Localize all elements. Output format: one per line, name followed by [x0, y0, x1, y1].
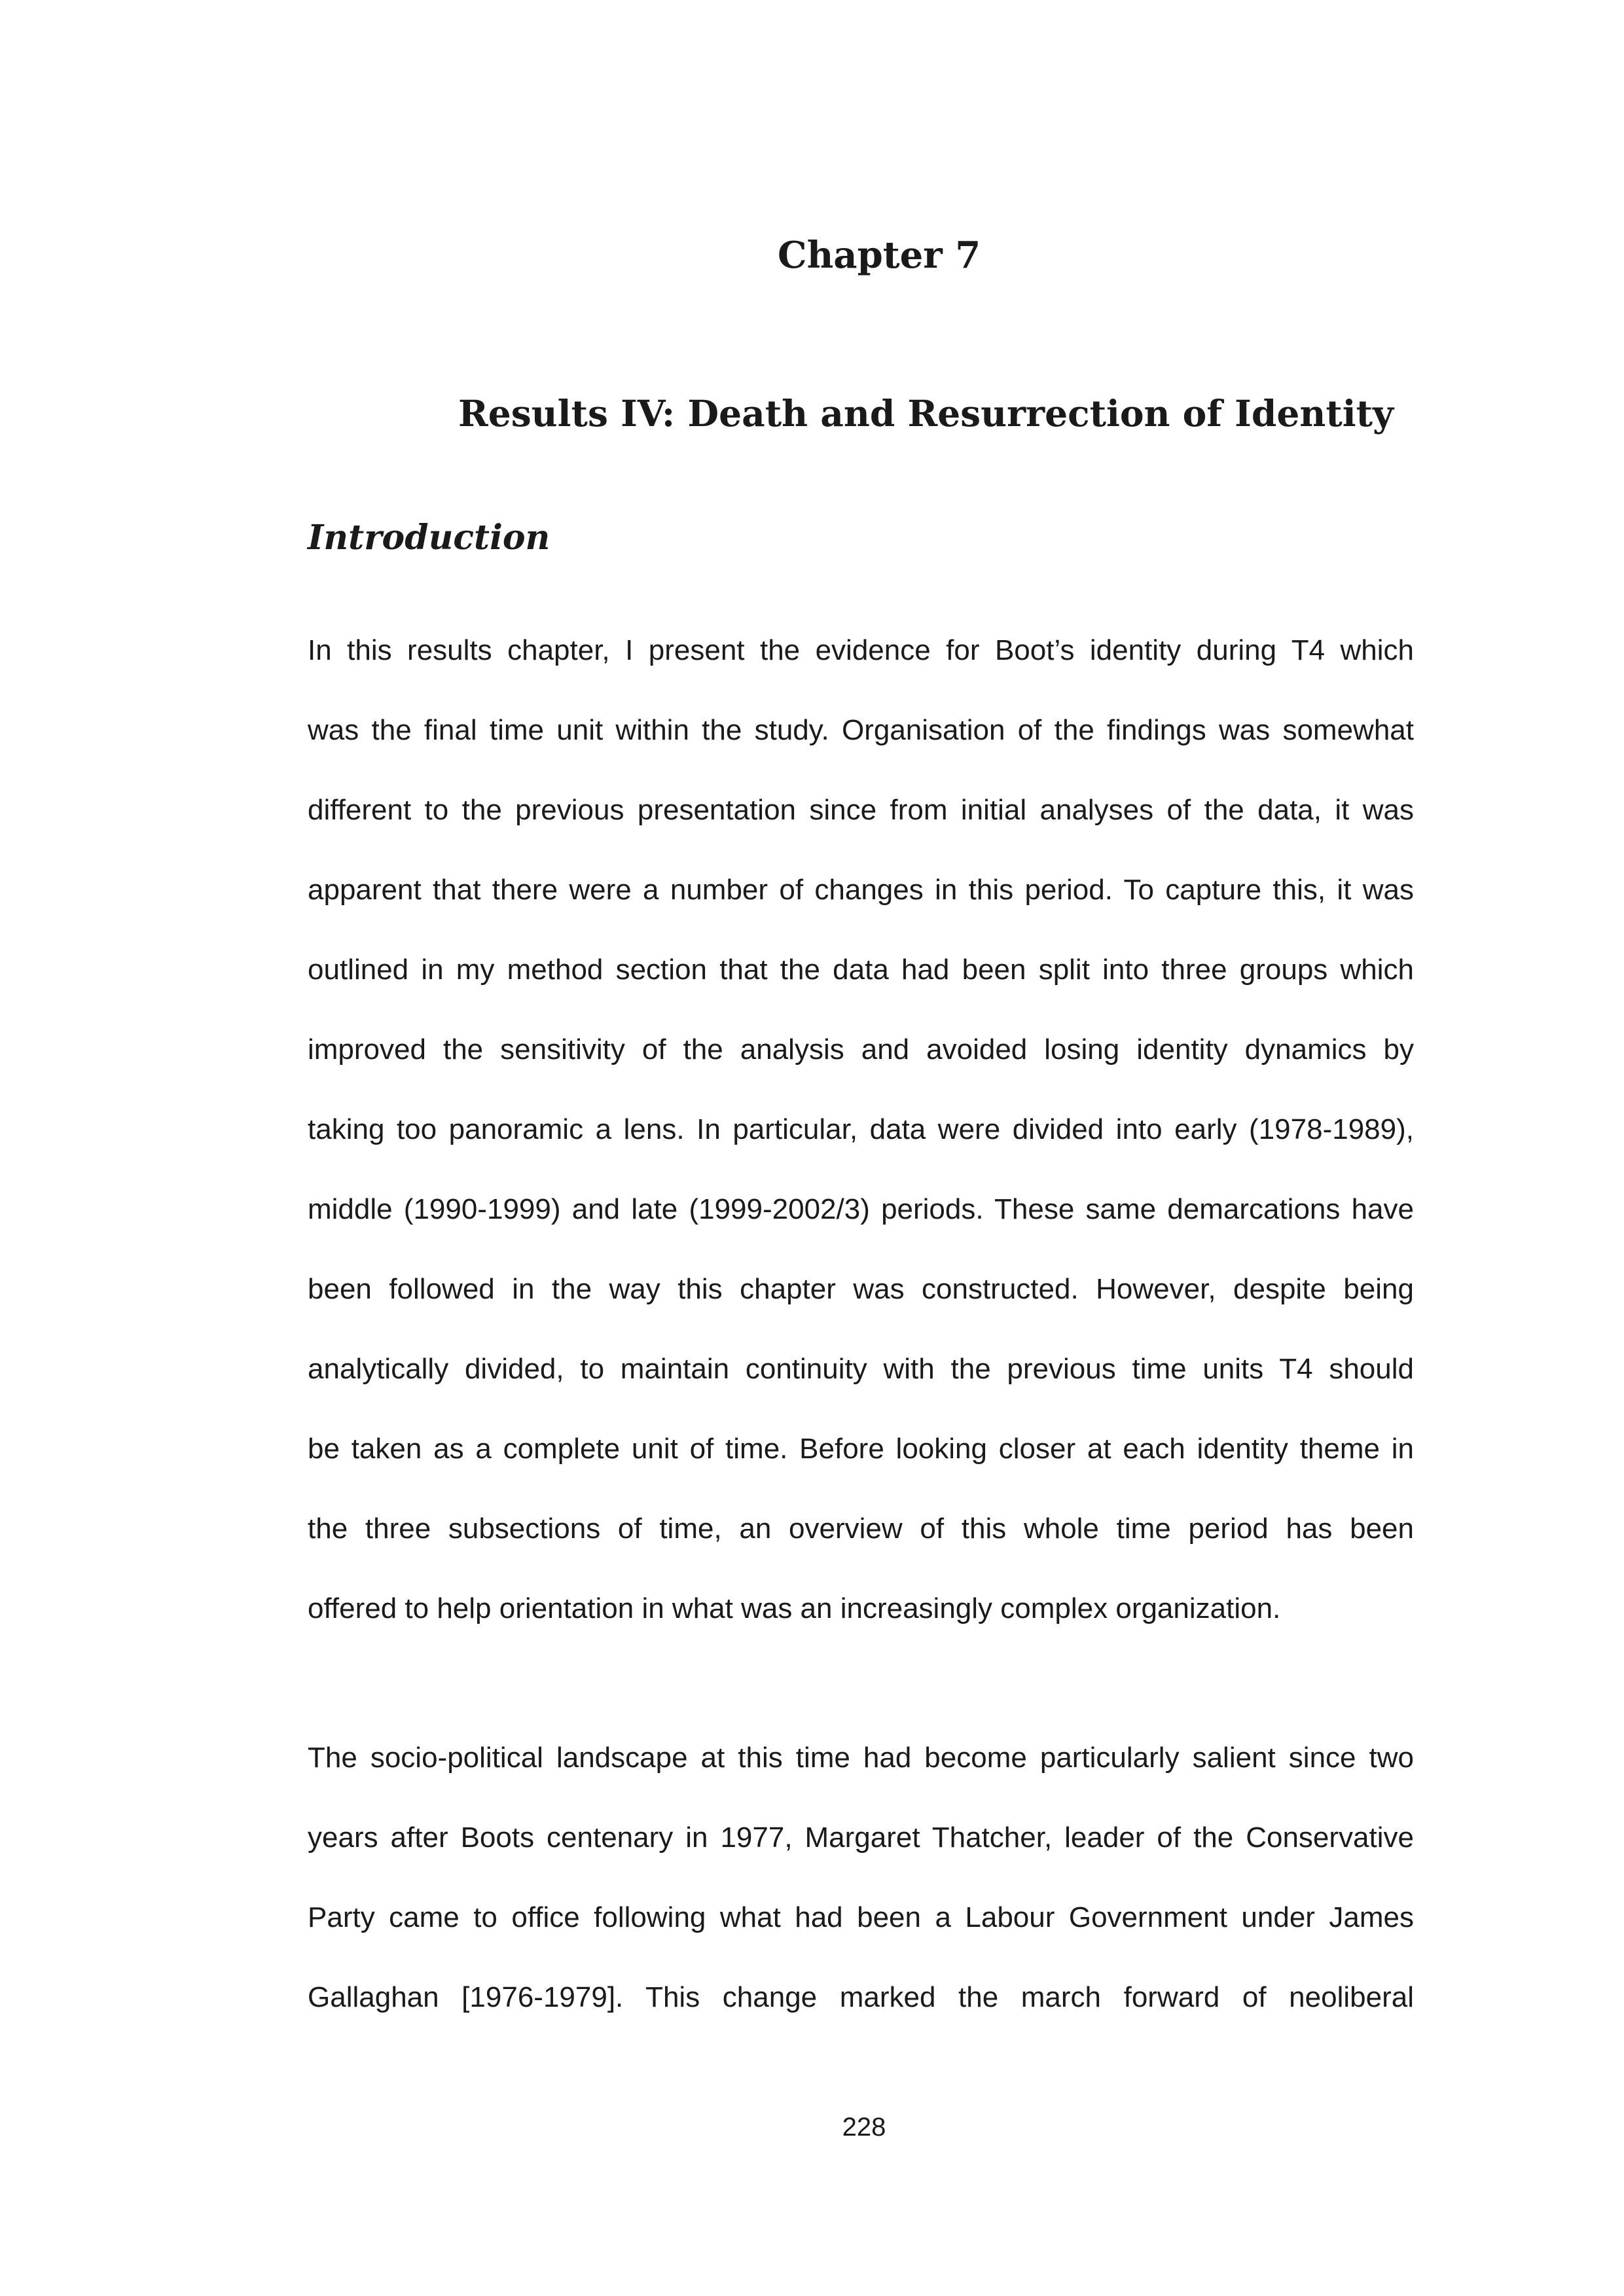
text-line: Gallaghan [1976-1979]. This change marked the march forward of neoliberal	[308, 1981, 1414, 2013]
chapter-title: Results IV: Death and Resurrection of Identity	[458, 392, 1394, 435]
text-line: the three subsections of time, an overview of this whole time period has been	[308, 1513, 1414, 1545]
text-line: Party came to office following what had been a Labour Government under James	[308, 1901, 1414, 1933]
text-line: In this results chapter, I present the evidence for Boot’s identity during T4 which	[308, 634, 1414, 666]
text-line: analytically divided, to maintain continuity with the previous time units T4 should	[308, 1353, 1414, 1385]
section-heading-introduction: Introduction	[308, 518, 550, 558]
text-line: years after Boots centenary in 1977, Margaret Thatcher, leader of the Conservative	[308, 1821, 1414, 1854]
page-number: 228	[842, 2113, 886, 2142]
text-line: apparent that there were a number of changes in this period. To capture this, it was	[308, 874, 1414, 906]
text-line: improved the sensitivity of the analysis and avoided losing identity dynamics by	[308, 1033, 1414, 1066]
text-line: middle (1990-1999) and late (1999-2002/3) periods. These same demarcations have	[308, 1193, 1414, 1225]
text-line: different to the previous presentation since from initial analyses of the data, it was	[308, 794, 1414, 826]
text-line: be taken as a complete unit of time. Before looking closer at each identity theme in	[308, 1433, 1414, 1465]
text-line: The socio-political landscape at this time had become particularly salient since two	[308, 1742, 1414, 1774]
chapter-number: Chapter 7	[778, 234, 981, 277]
text-line: offered to help orientation in what was an increasingly complex organization.	[308, 1592, 1281, 1624]
text-line: been followed in the way this chapter was constructed. However, despite being	[308, 1273, 1414, 1305]
body-paragraph	[308, 628, 1414, 1666]
text-line: was the final time unit within the study. Organisation of the findings was somewhat	[308, 714, 1414, 746]
text-line: taking too panoramic a lens. In particular, data were divided into early (1978-1989),	[308, 1113, 1414, 1145]
text-line: outlined in my method section that the data had been split into three groups which	[308, 954, 1414, 986]
body-paragraph	[308, 1736, 1414, 2055]
